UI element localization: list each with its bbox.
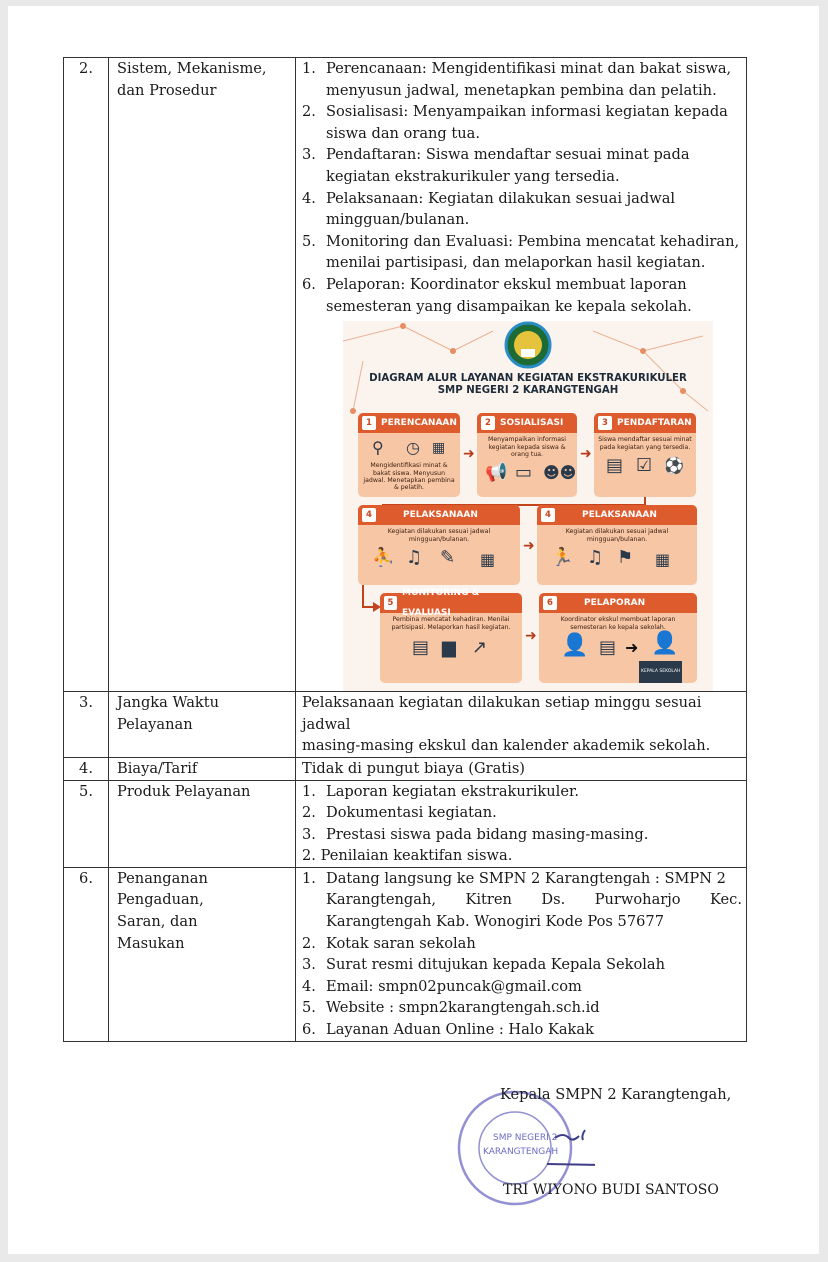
bar-chart-icon: ▆ [442, 636, 456, 658]
step-pendaftaran: 3 PENDAFTARAN Siswa mendaftar sesuai minat pada kegiatan yang tersedia. ▤ ☑ ⚽ [594, 413, 696, 497]
runner-icon: 🏃 [551, 546, 574, 568]
report-icons [539, 630, 697, 674]
list-item: 1. Datang langsung ke SMPN 2 Karangtengah : SMPN 2 Karangtengah, Kitren Ds. Purwoharjo Kec. Karangtengah Kab. Wonogiri Kode Pos 57677 [302, 869, 742, 931]
row-number: 2. [64, 58, 109, 692]
coordinator-icon: 👤 [561, 632, 589, 658]
row-label: Produk Pelayanan [109, 780, 296, 867]
list-item: 1. Laporan kegiatan ekstrakurikuler. [302, 782, 579, 800]
table-row [64, 780, 747, 867]
flow-diagram [343, 321, 713, 691]
table-row [64, 867, 747, 1041]
nameplate: KEPALA SEKOLAH [639, 661, 682, 683]
megaphone-icon: 📢 [485, 462, 508, 484]
row-number: 3. [64, 692, 109, 758]
calendar-icon: ▦ [432, 440, 446, 457]
checklist-icon: ☑ [636, 454, 653, 476]
row-label: Sistem, Mekanisme, dan Prosedur [109, 58, 296, 692]
step-pelaksanaan-left: 4 PELAKSANAAN Kegiatan dilakukan sesuai jadwal mingguan/bulanan. ⛹ ♫ ✎ ▦ [358, 505, 520, 585]
step-sosialisasi: 2 SOSIALISASI Menyampaikan informasi kegiatan kepada siswa & orang tua. 📢 ▭ ☻☻ [477, 413, 577, 497]
arrow-right-icon: ➜ [523, 538, 535, 555]
basketball-icon: ⛹ [372, 546, 395, 568]
arrow-right-icon: ➜ [625, 637, 639, 657]
music-icon: ♫ [406, 546, 423, 568]
row-number: 6. [64, 867, 109, 1041]
list-item: 3. Surat resmi ditujukan kepada Kepala Sekolah [302, 956, 666, 974]
diagram-title: DIAGRAM ALUR LAYANAN KEGIATAN EKSTRAKURIKULER SMP NEGERI 2 KARANGTENGAH [369, 373, 687, 397]
row-label: Jangka Waktu Pelayanan [109, 692, 296, 758]
service-standard-table [63, 57, 747, 1042]
list-item: 4. Email: smpn02puncak@gmail.com [302, 977, 582, 995]
calendar-icon: ▦ [480, 549, 496, 569]
stamp-center-2: KARANGTENGAH [483, 1147, 559, 1157]
row-label: Penanganan Pengaduan, Saran, dan Masukan [109, 867, 296, 1041]
evaluation-icons [380, 631, 522, 665]
list-item: 5. Website : smpn2karangtengah.sch.id [302, 999, 600, 1017]
planning-icons [358, 433, 460, 459]
row-label: Biaya/Tarif [109, 757, 296, 780]
principal-icon: 👤 [651, 630, 679, 656]
list-item: 2. Kotak saran sekolah [302, 934, 476, 952]
report-document-icon: ▤ [599, 636, 617, 658]
clock-icon: ◷ [406, 438, 420, 458]
row-number: 4. [64, 757, 109, 780]
list-item: 2. Dokumentasi kegiatan. [302, 804, 497, 822]
list-item: 3. Pendaftaran: Siswa mendaftar sesuai minat pada kegiatan ekstrakurikuler yang tersedia. [302, 146, 690, 185]
clipboard-icon: ▤ [412, 636, 430, 658]
art-icon: ✎ [440, 546, 456, 568]
music-icon: ♫ [587, 546, 604, 568]
step-pelaksanaan-right: 4 PELAKSANAAN Kegiatan dilakukan sesuai jadwal mingguan/bulanan. 🏃 ♫ ⚑ ▦ [537, 505, 697, 585]
row-content [296, 867, 747, 1041]
list-item: 3. Prestasi siswa pada bidang masing-masing. [302, 825, 649, 843]
row-content: Pelaksanaan kegiatan dilakukan setiap minggu sesuai jadwal masing-masing ekskul dan kalender akademik sekolah. [296, 692, 747, 758]
list-item: 4. Pelaksanaan: Kegiatan dilakukan sesuai jadwal mingguan/bulanan. [302, 189, 676, 229]
registration-icons [594, 451, 696, 481]
scout-icon: ⚑ [617, 546, 634, 568]
row-content [296, 780, 747, 867]
list-item: 2. Sosialisasi: Menyampaikan informasi kegiatan kepada siswa dan orang tua. [302, 103, 728, 142]
form-icon: ▤ [606, 454, 624, 476]
product-list [302, 781, 742, 846]
table-row [64, 692, 747, 758]
list-item: 2. Penilaian keaktifan siswa. [302, 847, 513, 865]
list-item: 5. Monitoring dan Evaluasi: Pembina mencatat kehadiran, menilai partisipasi, dan melaporkan hasil kegiatan. [302, 232, 740, 272]
stamp-center-1: SMP NEGERI 2 [493, 1133, 558, 1143]
document-page [8, 6, 819, 1254]
row-content [296, 58, 747, 692]
search-icon: ⚲ [372, 438, 384, 458]
activity-icons [358, 543, 520, 577]
signature-title: Kepala SMPN 2 Karangtengah, [500, 1086, 732, 1103]
complaint-channel-list [302, 868, 742, 1041]
list-item: 6. Pelaporan: Koordinator ekskul membuat laporan semesteran yang disampaikan ke kepala sekolah. [302, 275, 692, 315]
arrow-right-icon: ➜ [525, 628, 537, 645]
row-number: 5. [64, 780, 109, 867]
step-perencanaan: 1 PERENCANAAN ⚲ ◷ ▦ Mengidentifikasi minat & bakat siswa. Menyusun jadwal. Menetapkan pembina & pelatih. [358, 413, 460, 497]
table-row [64, 757, 747, 780]
step-monitoring-evaluasi: 5 MONITORING & EVALUASI Pembina mencatat kehadiran. Menilai partisipasi. Melaporkan hasil kegiatan. ▤ ▆ ↗ [380, 593, 522, 683]
signatory-name: TRI WIYONO BUDI SANTOSO [503, 1182, 719, 1198]
presentation-icon: ▭ [515, 462, 533, 484]
list-item: 1. Perencanaan: Mengidentifikasi minat dan bakat siswa, menyusun jadwal, menetapkan pembina dan pelatih. [302, 60, 732, 99]
arrow-right-icon: ➜ [580, 446, 592, 463]
calendar-icon: ▦ [655, 549, 671, 569]
growth-chart-icon: ↗ [472, 636, 488, 658]
step-pelaporan: 6 PELAPORAN Koordinator ekskul membuat laporan semesteran ke kepala sekolah. 👤 ▤ ➜ 👤 KEPALA SEKOLAH [539, 593, 697, 683]
arrow-right-icon: ➜ [463, 446, 475, 463]
activity-icons [537, 543, 697, 577]
list-item: 6. Layanan Aduan Online : Halo Kakak [302, 1021, 594, 1039]
procedure-list [302, 58, 742, 317]
socialization-icons [477, 458, 577, 488]
table-row [64, 58, 747, 692]
sports-icon: ⚽ [664, 455, 684, 475]
people-icon: ☻☻ [543, 463, 577, 483]
row-content: Tidak di pungut biaya (Gratis) [296, 757, 747, 780]
